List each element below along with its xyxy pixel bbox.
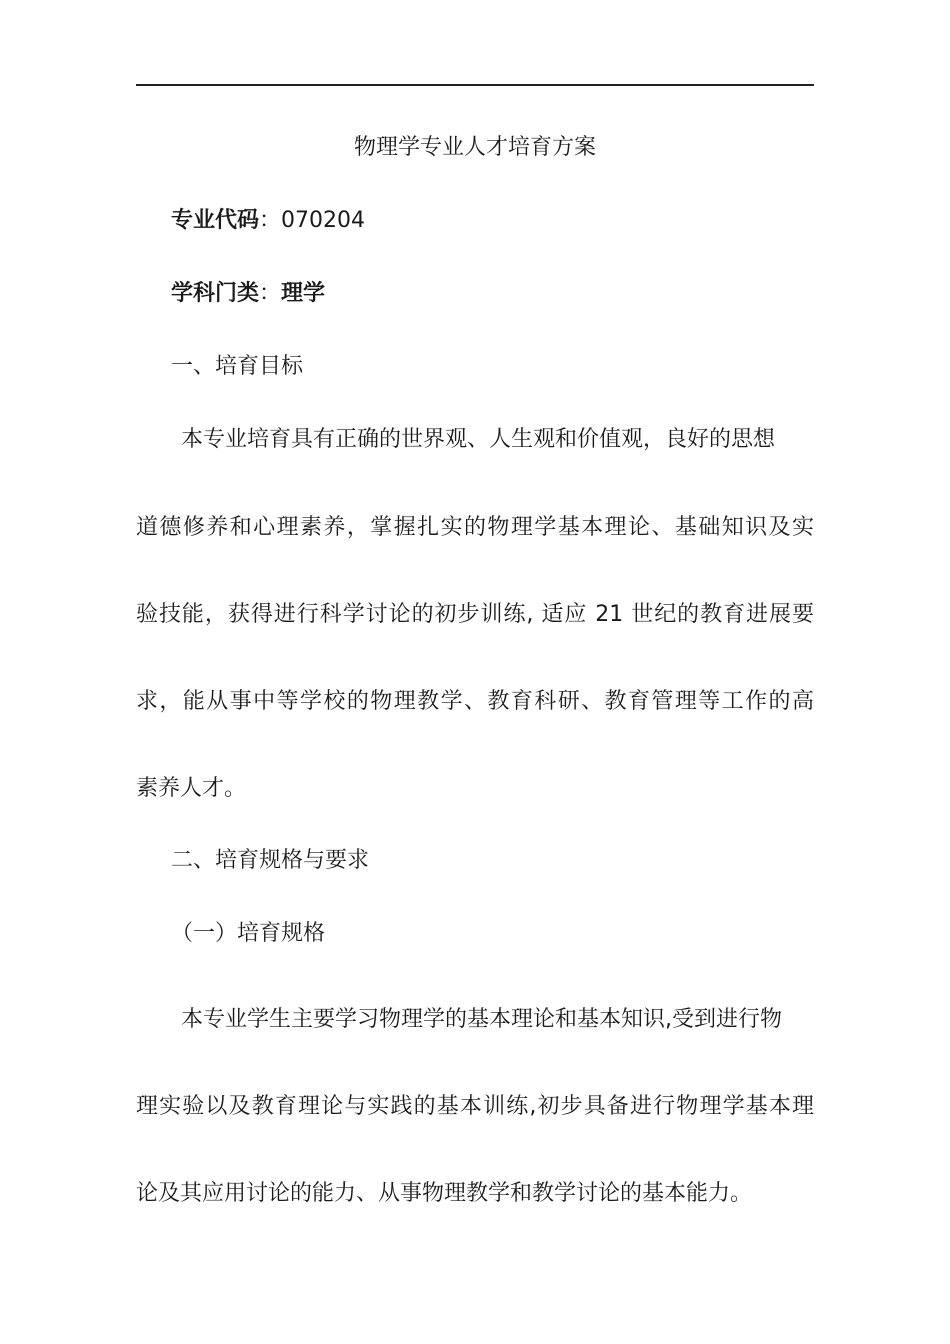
major-code-label: 专业代码 bbox=[171, 208, 260, 233]
header-rule bbox=[136, 84, 814, 86]
section-heading-requirements: 二、培育规格与要求 bbox=[171, 848, 370, 873]
section-heading-goals: 一、培育目标 bbox=[171, 354, 304, 379]
major-code-value: ：070204 bbox=[259, 208, 365, 233]
specifications-paragraph-line: 理实验以及教育理论与实践的基本训练,初步具备进行物理学基本理 bbox=[136, 1094, 814, 1119]
discipline-separator: ： bbox=[259, 281, 282, 306]
discipline-label: 学科门类 bbox=[171, 281, 260, 306]
subsection-heading-specifications: （一）培育规格 bbox=[171, 921, 326, 946]
major-code-line bbox=[171, 206, 814, 236]
goals-paragraph-line: 本专业培育具有正确的世界观、人生观和价值观，良好的思想 bbox=[181, 427, 776, 452]
goals-paragraph-line: 素养人才。 bbox=[136, 776, 247, 801]
discipline-value: 理学 bbox=[281, 281, 326, 306]
discipline-line bbox=[171, 279, 814, 309]
goals-paragraph-line: 验技能，获得进行科学讨论的初步训练, 适应 21 世纪的教育进展要 bbox=[136, 602, 814, 627]
goals-paragraph-line: 道德修养和心理素养，掌握扎实的物理学基本理论、基础知识及实 bbox=[136, 515, 814, 540]
specifications-paragraph-line: 论及其应用讨论的能力、从事物理教学和教学讨论的基本能力。 bbox=[136, 1181, 753, 1206]
specifications-paragraph-line: 本专业学生主要学习物理学的基本理论和基本知识,受到进行物 bbox=[181, 1007, 782, 1032]
document-title: 物理学专业人才培育方案 bbox=[353, 135, 596, 160]
goals-paragraph-line: 求，能从事中等学校的物理教学、教育科研、教育管理等工作的高 bbox=[136, 689, 814, 714]
